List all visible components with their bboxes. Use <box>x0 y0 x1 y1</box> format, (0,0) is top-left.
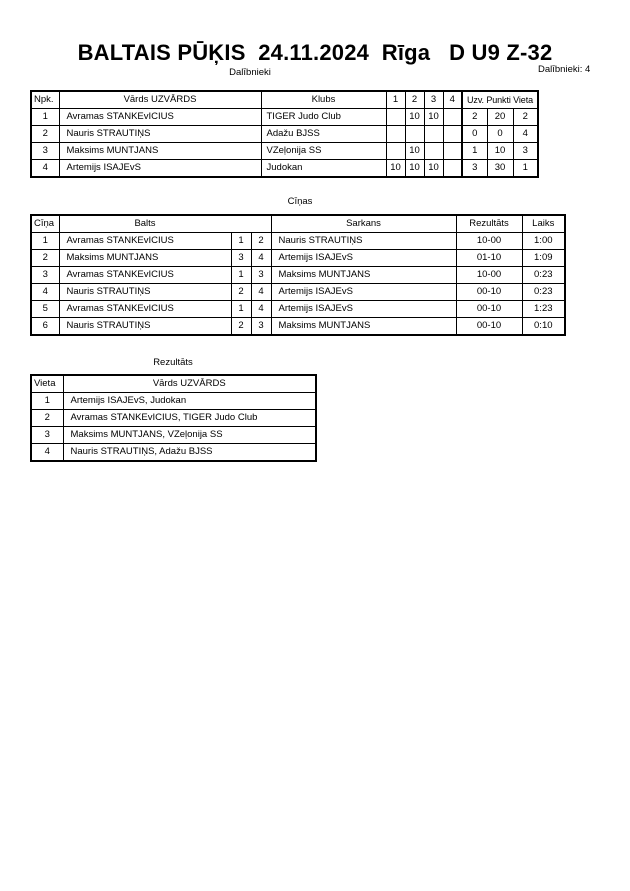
fight-number: 4 <box>31 284 59 301</box>
fight-number: 3 <box>31 267 59 284</box>
participant-npk: 1 <box>31 109 59 126</box>
participant-wins: 0 <box>462 126 487 143</box>
fight-row <box>31 318 565 336</box>
header-white: Balts <box>59 215 271 233</box>
result-row <box>31 393 316 410</box>
header-place: Vieta <box>31 375 63 393</box>
participant-round-4 <box>443 109 462 126</box>
participant-round-2: 10 <box>405 109 424 126</box>
fight-red-seed: 3 <box>251 318 271 336</box>
participant-npk: 4 <box>31 160 59 178</box>
header-npk: Npk. <box>31 91 59 109</box>
participant-round-1: 10 <box>386 160 405 178</box>
fight-white-seed: 1 <box>231 301 251 318</box>
participant-points: 20 <box>487 109 513 126</box>
participant-place: 3 <box>513 143 538 160</box>
result-row <box>31 427 316 444</box>
participant-wins: 3 <box>462 160 487 178</box>
header-result: Rezultāts <box>456 215 522 233</box>
fight-result: 10-00 <box>456 267 522 284</box>
participant-club: VZeļonija SS <box>261 143 386 160</box>
participant-points: 30 <box>487 160 513 178</box>
participant-round-1 <box>386 143 405 160</box>
results-table <box>30 374 317 462</box>
result-place: 1 <box>31 393 63 410</box>
fight-red-name: Nauris STRAUTIŅS <box>271 233 456 250</box>
participant-round-4 <box>443 143 462 160</box>
header-round-2: 2 <box>405 91 424 109</box>
fight-time: 0:10 <box>522 318 565 336</box>
header-name: Vārds UZVĀRDS <box>63 375 316 393</box>
participants-count: Dalībnieki: 4 <box>538 64 591 75</box>
participant-round-4 <box>443 160 462 178</box>
fight-red-name: Maksims MUNTJANS <box>271 318 456 336</box>
fight-row <box>31 233 565 250</box>
fight-number: 5 <box>31 301 59 318</box>
fight-number: 6 <box>31 318 59 336</box>
participant-round-3 <box>424 143 443 160</box>
participant-round-3 <box>424 126 443 143</box>
fight-white-name: Nauris STRAUTIŅS <box>59 284 231 301</box>
header-red: Sarkans <box>271 215 456 233</box>
participant-wins: 1 <box>462 143 487 160</box>
participant-round-2: 10 <box>405 160 424 178</box>
participant-npk: 2 <box>31 126 59 143</box>
participant-name: Nauris STRAUTIŅS <box>59 126 261 143</box>
result-name: Nauris STRAUTIŅS, Adažu BJSS <box>63 444 316 462</box>
result-name: Avramas STANKEvICIUS, TIGER Judo Club <box>63 410 316 427</box>
participant-round-3: 10 <box>424 109 443 126</box>
header-fight: Cīņa <box>31 215 59 233</box>
participant-round-1 <box>386 126 405 143</box>
fight-white-seed: 1 <box>231 267 251 284</box>
result-place: 4 <box>31 444 63 462</box>
fight-time: 1:00 <box>522 233 565 250</box>
header-name: Vārds UZVĀRDS <box>59 91 261 109</box>
fights-section-label: Cīņas <box>287 196 313 207</box>
fight-time: 0:23 <box>522 267 565 284</box>
fight-time: 0:23 <box>522 284 565 301</box>
fight-red-name: Artemijs ISAJEvS <box>271 301 456 318</box>
participant-round-1 <box>386 109 405 126</box>
participants-header-row <box>31 91 538 109</box>
fight-result: 00-10 <box>456 318 522 336</box>
fight-red-name: Artemijs ISAJEvS <box>271 284 456 301</box>
participants-table <box>30 90 539 178</box>
result-row <box>31 444 316 462</box>
fight-row <box>31 250 565 267</box>
participant-points: 10 <box>487 143 513 160</box>
result-place: 2 <box>31 410 63 427</box>
participant-club: TIGER Judo Club <box>261 109 386 126</box>
fight-red-name: Maksims MUNTJANS <box>271 267 456 284</box>
fight-row <box>31 267 565 284</box>
header-summary: Uzv. Punkti Vieta <box>462 91 538 109</box>
participant-name: Maksims MUNTJANS <box>59 143 261 160</box>
fight-red-name: Artemijs ISAJEvS <box>271 250 456 267</box>
fight-white-seed: 2 <box>231 284 251 301</box>
participant-round-2: 10 <box>405 143 424 160</box>
participant-club: Adažu BJSS <box>261 126 386 143</box>
fight-row <box>31 284 565 301</box>
participant-club: Judokan <box>261 160 386 178</box>
fight-time: 1:09 <box>522 250 565 267</box>
participant-row <box>31 126 538 143</box>
header-round-3: 3 <box>424 91 443 109</box>
participant-place: 2 <box>513 109 538 126</box>
header-club: Klubs <box>261 91 386 109</box>
fight-result: 00-10 <box>456 301 522 318</box>
fight-white-name: Maksims MUNTJANS <box>59 250 231 267</box>
participant-name: Avramas STANKEvICIUS <box>59 109 261 126</box>
fights-header-row <box>31 215 565 233</box>
fight-number: 1 <box>31 233 59 250</box>
participant-npk: 3 <box>31 143 59 160</box>
fight-result: 01-10 <box>456 250 522 267</box>
participant-round-4 <box>443 126 462 143</box>
result-place: 3 <box>31 427 63 444</box>
results-section-label: Rezultāts <box>153 357 193 368</box>
fight-red-seed: 2 <box>251 233 271 250</box>
participant-points: 0 <box>487 126 513 143</box>
result-row <box>31 410 316 427</box>
fight-white-name: Avramas STANKEvICIUS <box>59 233 231 250</box>
fight-row <box>31 301 565 318</box>
fight-result: 00-10 <box>456 284 522 301</box>
fight-white-seed: 3 <box>231 250 251 267</box>
header-round-4: 4 <box>443 91 462 109</box>
fight-time: 1:23 <box>522 301 565 318</box>
header-round-1: 1 <box>386 91 405 109</box>
participant-round-3: 10 <box>424 160 443 178</box>
header-time: Laiks <box>522 215 565 233</box>
page-title: BALTAIS PŪĶIS 24.11.2024 Rīga D U9 Z-32 <box>77 40 553 65</box>
participant-wins: 2 <box>462 109 487 126</box>
fight-white-name: Nauris STRAUTIŅS <box>59 318 231 336</box>
fight-red-seed: 4 <box>251 284 271 301</box>
participants-section-label: Dalībnieki <box>229 67 271 78</box>
participant-round-2 <box>405 126 424 143</box>
fight-number: 2 <box>31 250 59 267</box>
fight-red-seed: 3 <box>251 267 271 284</box>
fight-white-seed: 1 <box>231 233 251 250</box>
fight-red-seed: 4 <box>251 250 271 267</box>
result-name: Artemijs ISAJEvS, Judokan <box>63 393 316 410</box>
participant-row <box>31 143 538 160</box>
fight-white-name: Avramas STANKEvICIUS <box>59 301 231 318</box>
fight-result: 10-00 <box>456 233 522 250</box>
fight-red-seed: 4 <box>251 301 271 318</box>
participant-place: 4 <box>513 126 538 143</box>
participant-row <box>31 109 538 126</box>
fights-table <box>30 214 566 336</box>
fight-white-name: Avramas STANKEvICIUS <box>59 267 231 284</box>
result-name: Maksims MUNTJANS, VZeļonija SS <box>63 427 316 444</box>
results-header-row <box>31 375 316 393</box>
participant-row <box>31 160 538 178</box>
participant-place: 1 <box>513 160 538 178</box>
fight-white-seed: 2 <box>231 318 251 336</box>
participant-name: Artemijs ISAJEvS <box>59 160 261 178</box>
